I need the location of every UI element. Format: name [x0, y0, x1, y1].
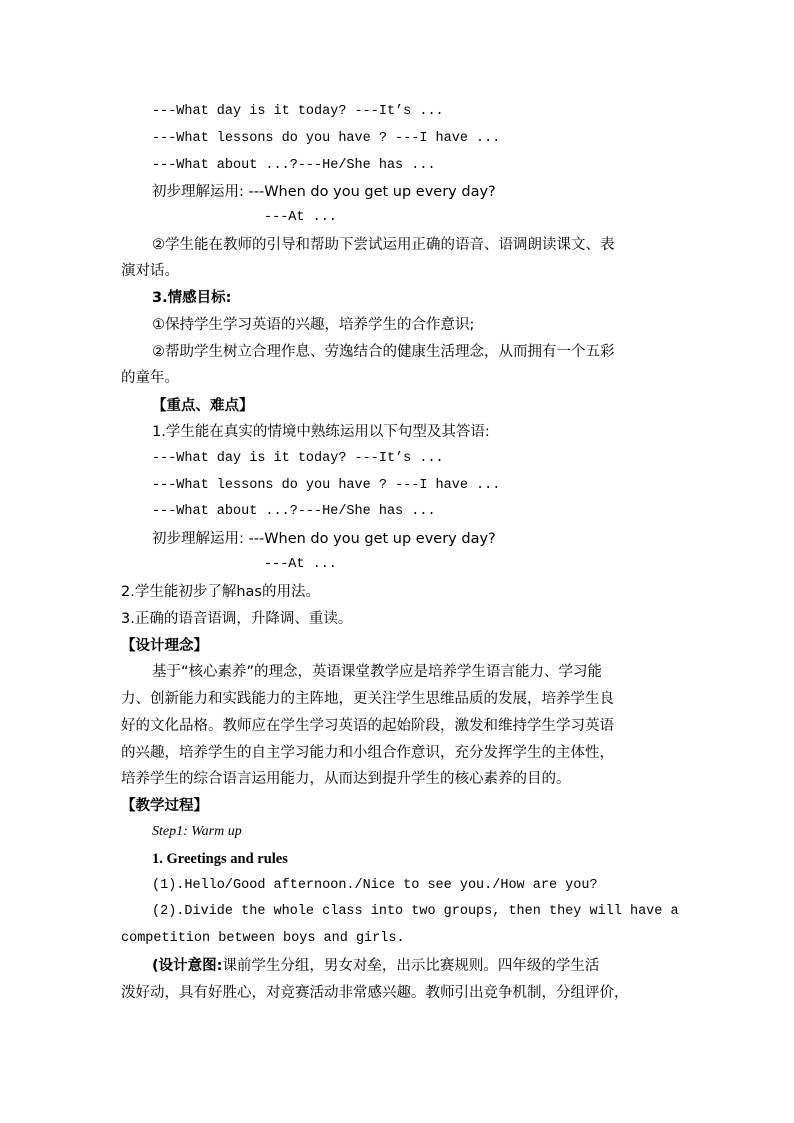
section-heading-teaching-process: 【教学过程】	[121, 798, 208, 814]
paragraph-line: (2).Divide the whole class into two groups, then they will have a	[152, 904, 679, 919]
dialogue-line: ---What day is it today? ---It’s ...	[152, 104, 444, 119]
design-intent-line	[152, 956, 599, 976]
paragraph-line: ②帮助学生树立合理作息、劳逸结合的健康生活理念，从而拥有一个五彩	[152, 344, 615, 360]
paragraph-line: 泼好动，具有好胜心，对竞赛活动非常感兴趣。教师引出竞争机制，分组评价，	[121, 985, 629, 1001]
step-heading: Step1: Warm up	[152, 824, 242, 839]
paragraph-line: 基于“核心素养”的理念，英语课堂教学应是培养学生语言能力、学习能	[152, 664, 603, 680]
paragraph-line: 力、创新能力和实践能力的主阵地，更关注学生思维品质的发展，培养学生良	[121, 691, 614, 707]
dialogue-line: ---What lessons do you have ? ---I have ...	[152, 478, 501, 493]
dialogue-line: ---What about ...?---He/She has ...	[152, 158, 436, 173]
paragraph-line: 1.学生能在真实的情境中熟练运用以下句型及其答语:	[152, 424, 490, 440]
section-heading-design-concept: 【设计理念】	[121, 638, 208, 654]
dialogue-line: ---What lessons do you have ? ---I have ...	[152, 131, 501, 146]
dialogue-line: 初步理解运用: ---When do you get up every day?	[152, 184, 496, 200]
section-heading-key-points: 【重点、难点】	[152, 398, 254, 414]
section-heading-emotion: 3.情感目标:	[152, 290, 232, 306]
paragraph-line: ②学生能在教师的引导和帮助下尝试运用正确的语音、语调朗读课文、表	[152, 237, 615, 253]
dialogue-line: ---What about ...?---He/She has ...	[152, 504, 436, 519]
paragraph-line: 的兴趣，培养学生的自主学习能力和小组合作意识，充分发挥学生的主体性，	[121, 745, 614, 761]
dialogue-line: 初步理解运用: ---When do you get up every day?	[152, 531, 496, 547]
dialogue-line: ---At ...	[264, 557, 337, 572]
paragraph-line: 3.正确的语音语调，升降调、重读。	[121, 611, 353, 627]
paragraph-line: ①保持学生学习英语的兴趣，培养学生的合作意识;	[152, 317, 475, 333]
paragraph-line: 好的文化品格。教师应在学生学习英语的起始阶段，激发和维持学生学习英语	[121, 718, 614, 734]
paragraph-line: 2.学生能初步了解has的用法。	[121, 584, 320, 600]
paragraph-line: 演对话。	[121, 263, 179, 279]
paragraph-line: 培养学生的综合语言运用能力，从而达到提升学生的核心素养的目的。	[121, 771, 571, 787]
design-intent-text: 课前学生分组，男女对垒，出示比赛规则。四年级的学生活	[222, 958, 600, 974]
dialogue-line: ---At ...	[264, 210, 337, 225]
paragraph-line: competition between boys and girls.	[121, 931, 405, 946]
paragraph-line: 的童年。	[121, 370, 179, 386]
dialogue-line: ---What day is it today? ---It’s ...	[152, 451, 444, 466]
paragraph-line: (1).Hello/Good afternoon./Nice to see you./How are you?	[152, 878, 598, 893]
design-intent-label: (设计意图:	[152, 958, 223, 974]
subheading: 1. Greetings and rules	[152, 851, 288, 867]
